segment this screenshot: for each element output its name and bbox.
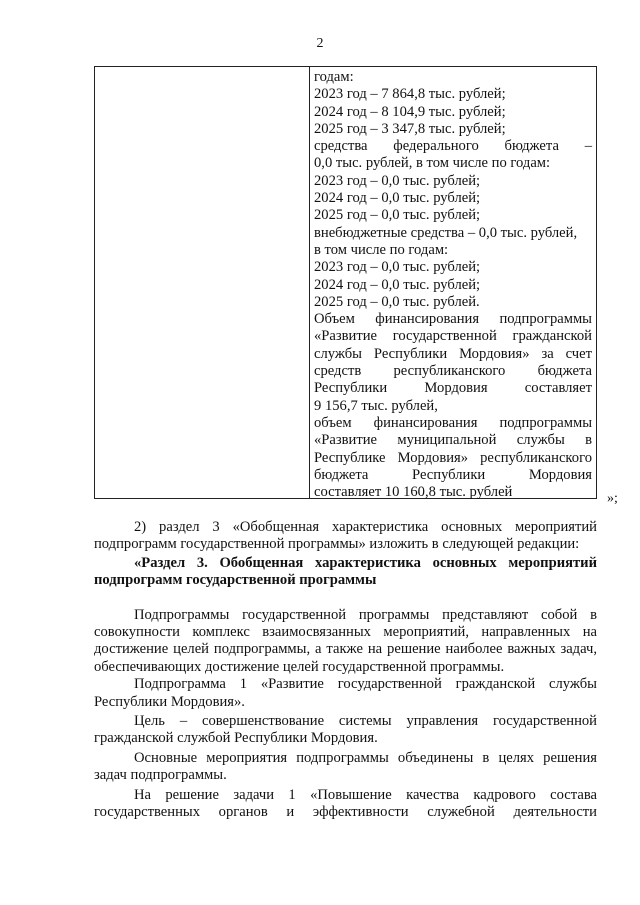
financing-line: объем финансирования подпрограммы: [314, 414, 592, 431]
financing-line: составляет 10 160,8 тыс. рублей: [314, 484, 513, 501]
financing-table: [94, 66, 597, 499]
paragraph-subprogram-1: Подпрограмма 1 «Развитие государственной гражданской службы Республики Мордовия».: [94, 676, 597, 710]
financing-line: 0,0 тыс. рублей, в том числе по годам:: [314, 155, 551, 172]
financing-line: 2023 год – 7 864,8 тыс. рублей;: [314, 86, 506, 103]
paragraph-goal: Цель – совершенствование системы управления государственной гражданской службой Республики Мордовия.: [94, 713, 597, 747]
paragraph-activities: Основные мероприятия подпрограммы объединены в целях решения задач подпрограммы.: [94, 749, 597, 784]
financing-line: Республики Мордовия составляет: [314, 380, 592, 397]
financing-line: «Развитие государственной гражданской: [314, 328, 592, 345]
financing-line: 2025 год – 3 347,8 тыс. рублей;: [314, 120, 506, 137]
financing-line: 2024 год – 0,0 тыс. рублей;: [314, 276, 481, 293]
financing-line: Республике Мордовия» республиканского: [314, 449, 592, 466]
financing-line: 2025 год – 0,0 тыс. рублей;: [314, 207, 481, 224]
paragraph-subprograms: Подпрограммы государственной программы представляют собой в совокупности комплекс взаимосвязанных мероприятий, направленных на достижение целей подпрограммы, а также на решение наиболее важных задач, обеспечивающих достижение целей государственной программы.: [94, 606, 597, 675]
financing-cell: [314, 69, 592, 501]
financing-line: годам:: [314, 69, 354, 85]
financing-line: в том числе по годам:: [314, 241, 449, 258]
closing-quote-mark: »;: [607, 491, 618, 506]
page-number: 2: [316, 36, 324, 51]
financing-line: 2025 год – 0,0 тыс. рублей.: [314, 293, 480, 310]
financing-line: средств республиканского бюджета: [314, 363, 592, 380]
paragraph-section-3-instruction: 2) раздел 3 «Обобщенная характеристика основных мероприятий подпрограмм государственной программы» изложить в следующей редакции:: [94, 519, 597, 553]
financing-line: бюджета Республики Мордовия: [314, 466, 592, 483]
table-column-divider: [309, 67, 310, 498]
document-body: [94, 519, 597, 822]
section-heading: «Раздел 3. Обобщенная характеристика основных мероприятий подпрограмм государственной программы: [94, 554, 597, 589]
financing-line: внебюджетные средства – 0,0 тыс. рублей,: [314, 224, 578, 241]
financing-line: «Развитие муниципальной службы в: [314, 432, 592, 449]
financing-line: 2023 год – 0,0 тыс. рублей;: [314, 172, 481, 189]
financing-line: 2024 год – 0,0 тыс. рублей;: [314, 190, 481, 207]
paragraph-task-1: На решение задачи 1 «Повышение качества кадрового состава государственных органов и эффективности служебной деятельности: [94, 786, 597, 821]
financing-line: средства федерального бюджета –: [314, 138, 592, 155]
financing-line: 9 156,7 тыс. рублей,: [314, 397, 438, 414]
financing-line: 2024 год – 8 104,9 тыс. рублей;: [314, 103, 506, 120]
financing-line: службы Республики Мордовия» за счет: [314, 345, 592, 362]
financing-line: 2023 год – 0,0 тыс. рублей;: [314, 259, 481, 276]
financing-line: Объем финансирования подпрограммы: [314, 311, 592, 328]
